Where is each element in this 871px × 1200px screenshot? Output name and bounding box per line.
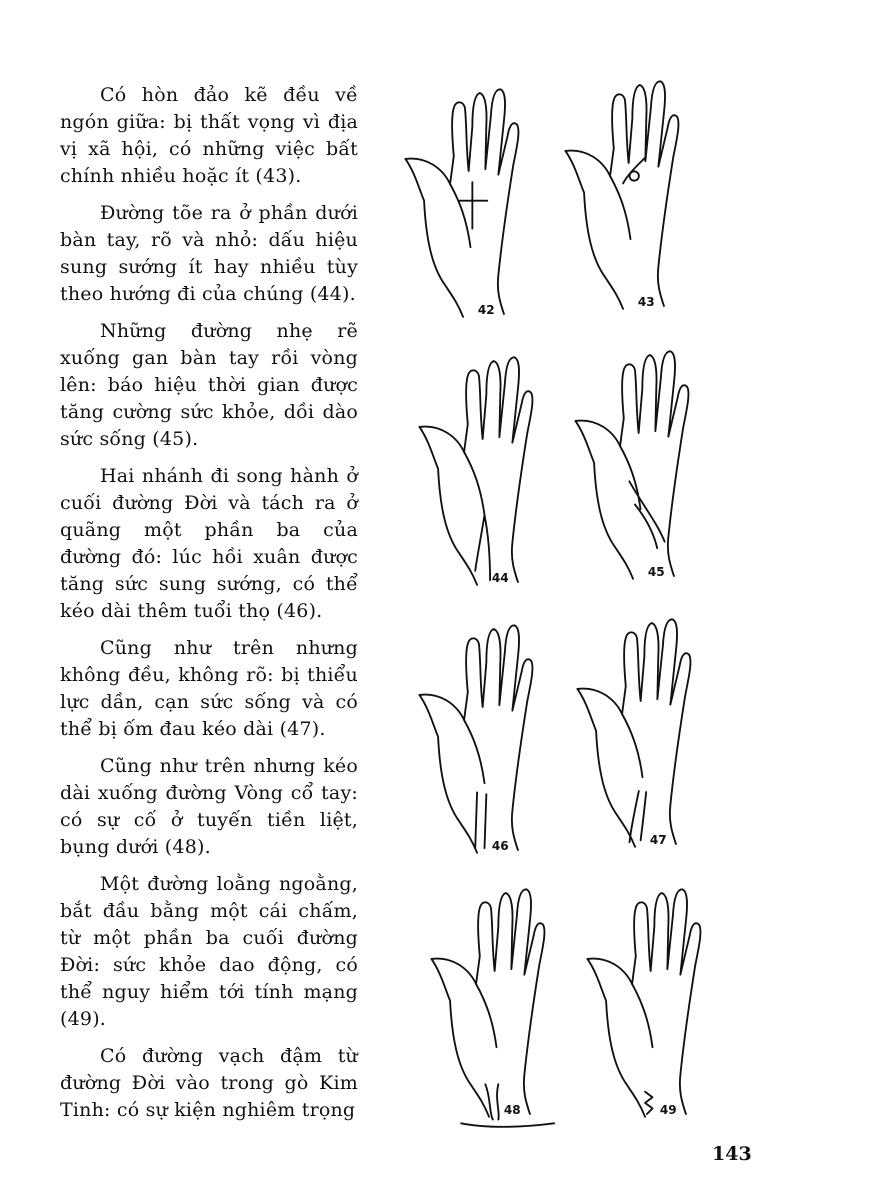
figure-label: 48 — [503, 1103, 521, 1117]
thumb-outline — [578, 689, 636, 847]
figure-label: 45 — [647, 565, 665, 579]
paragraph: Cũng như trên nhưng kéo dài xuống đường Vòng cổ tay: có sự cố ở tuyến tiền liệt, bụng dưới (48). — [60, 755, 358, 858]
page-number: 143 — [712, 1143, 752, 1165]
paragraph: Những đường nhẹ rẽ xuống gan bàn tay rồi vòng lên: báo hiệu thời gian được tăng cường sức khỏe, dồi dào sức sống (45). — [60, 320, 358, 450]
paragraph: Một đường loằng ngoằng, bắt đầu bằng một cái chấm, từ một phần ba cuối đường Đời: sức khỏe dao động, có thể nguy hiểm tới tính mạng (49). — [60, 873, 358, 1030]
hand-figure — [552, 72, 722, 332]
hand-drawing — [406, 348, 576, 608]
hand-figure — [564, 610, 734, 870]
life-line — [632, 984, 652, 1047]
palm-mark — [635, 505, 657, 549]
life-line — [476, 984, 496, 1047]
hand-drawing — [552, 72, 722, 332]
palm-mark — [645, 1092, 652, 1114]
figure-label: 47 — [649, 833, 667, 847]
hand-drawing — [406, 616, 576, 876]
palm-mark — [485, 1084, 492, 1119]
thumb-outline — [406, 159, 464, 317]
hand-figure — [392, 80, 562, 340]
hand-outline — [576, 351, 689, 576]
palm-figures — [392, 80, 792, 1120]
figure-label: 43 — [637, 295, 655, 309]
figure-label: 46 — [491, 839, 509, 853]
hand-figure — [406, 616, 576, 876]
palm-mark — [461, 1123, 554, 1127]
hand-drawing — [574, 880, 744, 1140]
hand-outline — [432, 889, 545, 1114]
life-line — [464, 720, 484, 783]
palm-mark — [641, 792, 647, 840]
life-line — [620, 446, 640, 509]
thumb-outline — [576, 421, 634, 579]
life-line — [622, 714, 642, 777]
thumb-outline — [420, 695, 478, 853]
figure-label: 44 — [491, 571, 509, 585]
palm-mark — [629, 481, 664, 541]
hand-figure — [418, 880, 588, 1140]
palm-mark — [497, 1084, 499, 1119]
paragraph: Có đường vạch đậm từ đường Đời vào trong gò Kim Tinh: có sự kiện nghiêm trọng — [60, 1045, 358, 1121]
hand-figure — [574, 880, 744, 1140]
palm-mark — [630, 791, 639, 842]
figure-label: 49 — [659, 1103, 677, 1117]
life-line — [464, 452, 484, 515]
paragraph: Đường tõe ra ở phần dưới bàn tay, rõ và nhỏ: dấu hiệu sung sướng ít hay nhiều tùy theo hướng đi của chúng (44). — [60, 202, 358, 305]
figure-label: 42 — [477, 303, 495, 317]
palm-mark — [475, 515, 484, 571]
life-line — [610, 176, 630, 239]
thumb-outline — [566, 151, 624, 309]
palm-mark — [485, 794, 487, 848]
hand-drawing — [418, 880, 588, 1140]
hand-outline — [566, 81, 679, 306]
paragraph: Có hòn đảo kẽ đều về ngón giữa: bị thất vọng vì địa vị xã hội, có những việc bất chính nhiều hoặc ít (43). — [60, 84, 358, 187]
palm-mark — [630, 171, 639, 180]
hand-figure — [562, 342, 732, 602]
hand-figure — [406, 348, 576, 608]
palm-mark — [475, 792, 477, 848]
thumb-outline — [432, 959, 490, 1117]
hand-outline — [588, 889, 701, 1114]
palm-mark — [485, 515, 491, 580]
life-line — [450, 184, 470, 247]
hand-drawing — [564, 610, 734, 870]
hand-drawing — [392, 80, 562, 340]
hand-drawing — [562, 342, 732, 602]
thumb-outline — [588, 959, 646, 1117]
hand-outline — [420, 357, 533, 582]
paragraph: Hai nhánh đi song hành ở cuối đường Đời và tách ra ở quãng một phần ba của đường đó: lúc hồi xuân được tăng sức sung sướng, có thể kéo dài thêm tuổi thọ (46). — [60, 465, 358, 622]
paragraph: Cũng như trên nhưng không đều, không rõ: bị thiểu lực dần, cạn sức sống và có thể bị ốm đau kéo dài (47). — [60, 637, 358, 740]
text-column — [60, 82, 358, 1134]
thumb-outline — [420, 427, 478, 585]
